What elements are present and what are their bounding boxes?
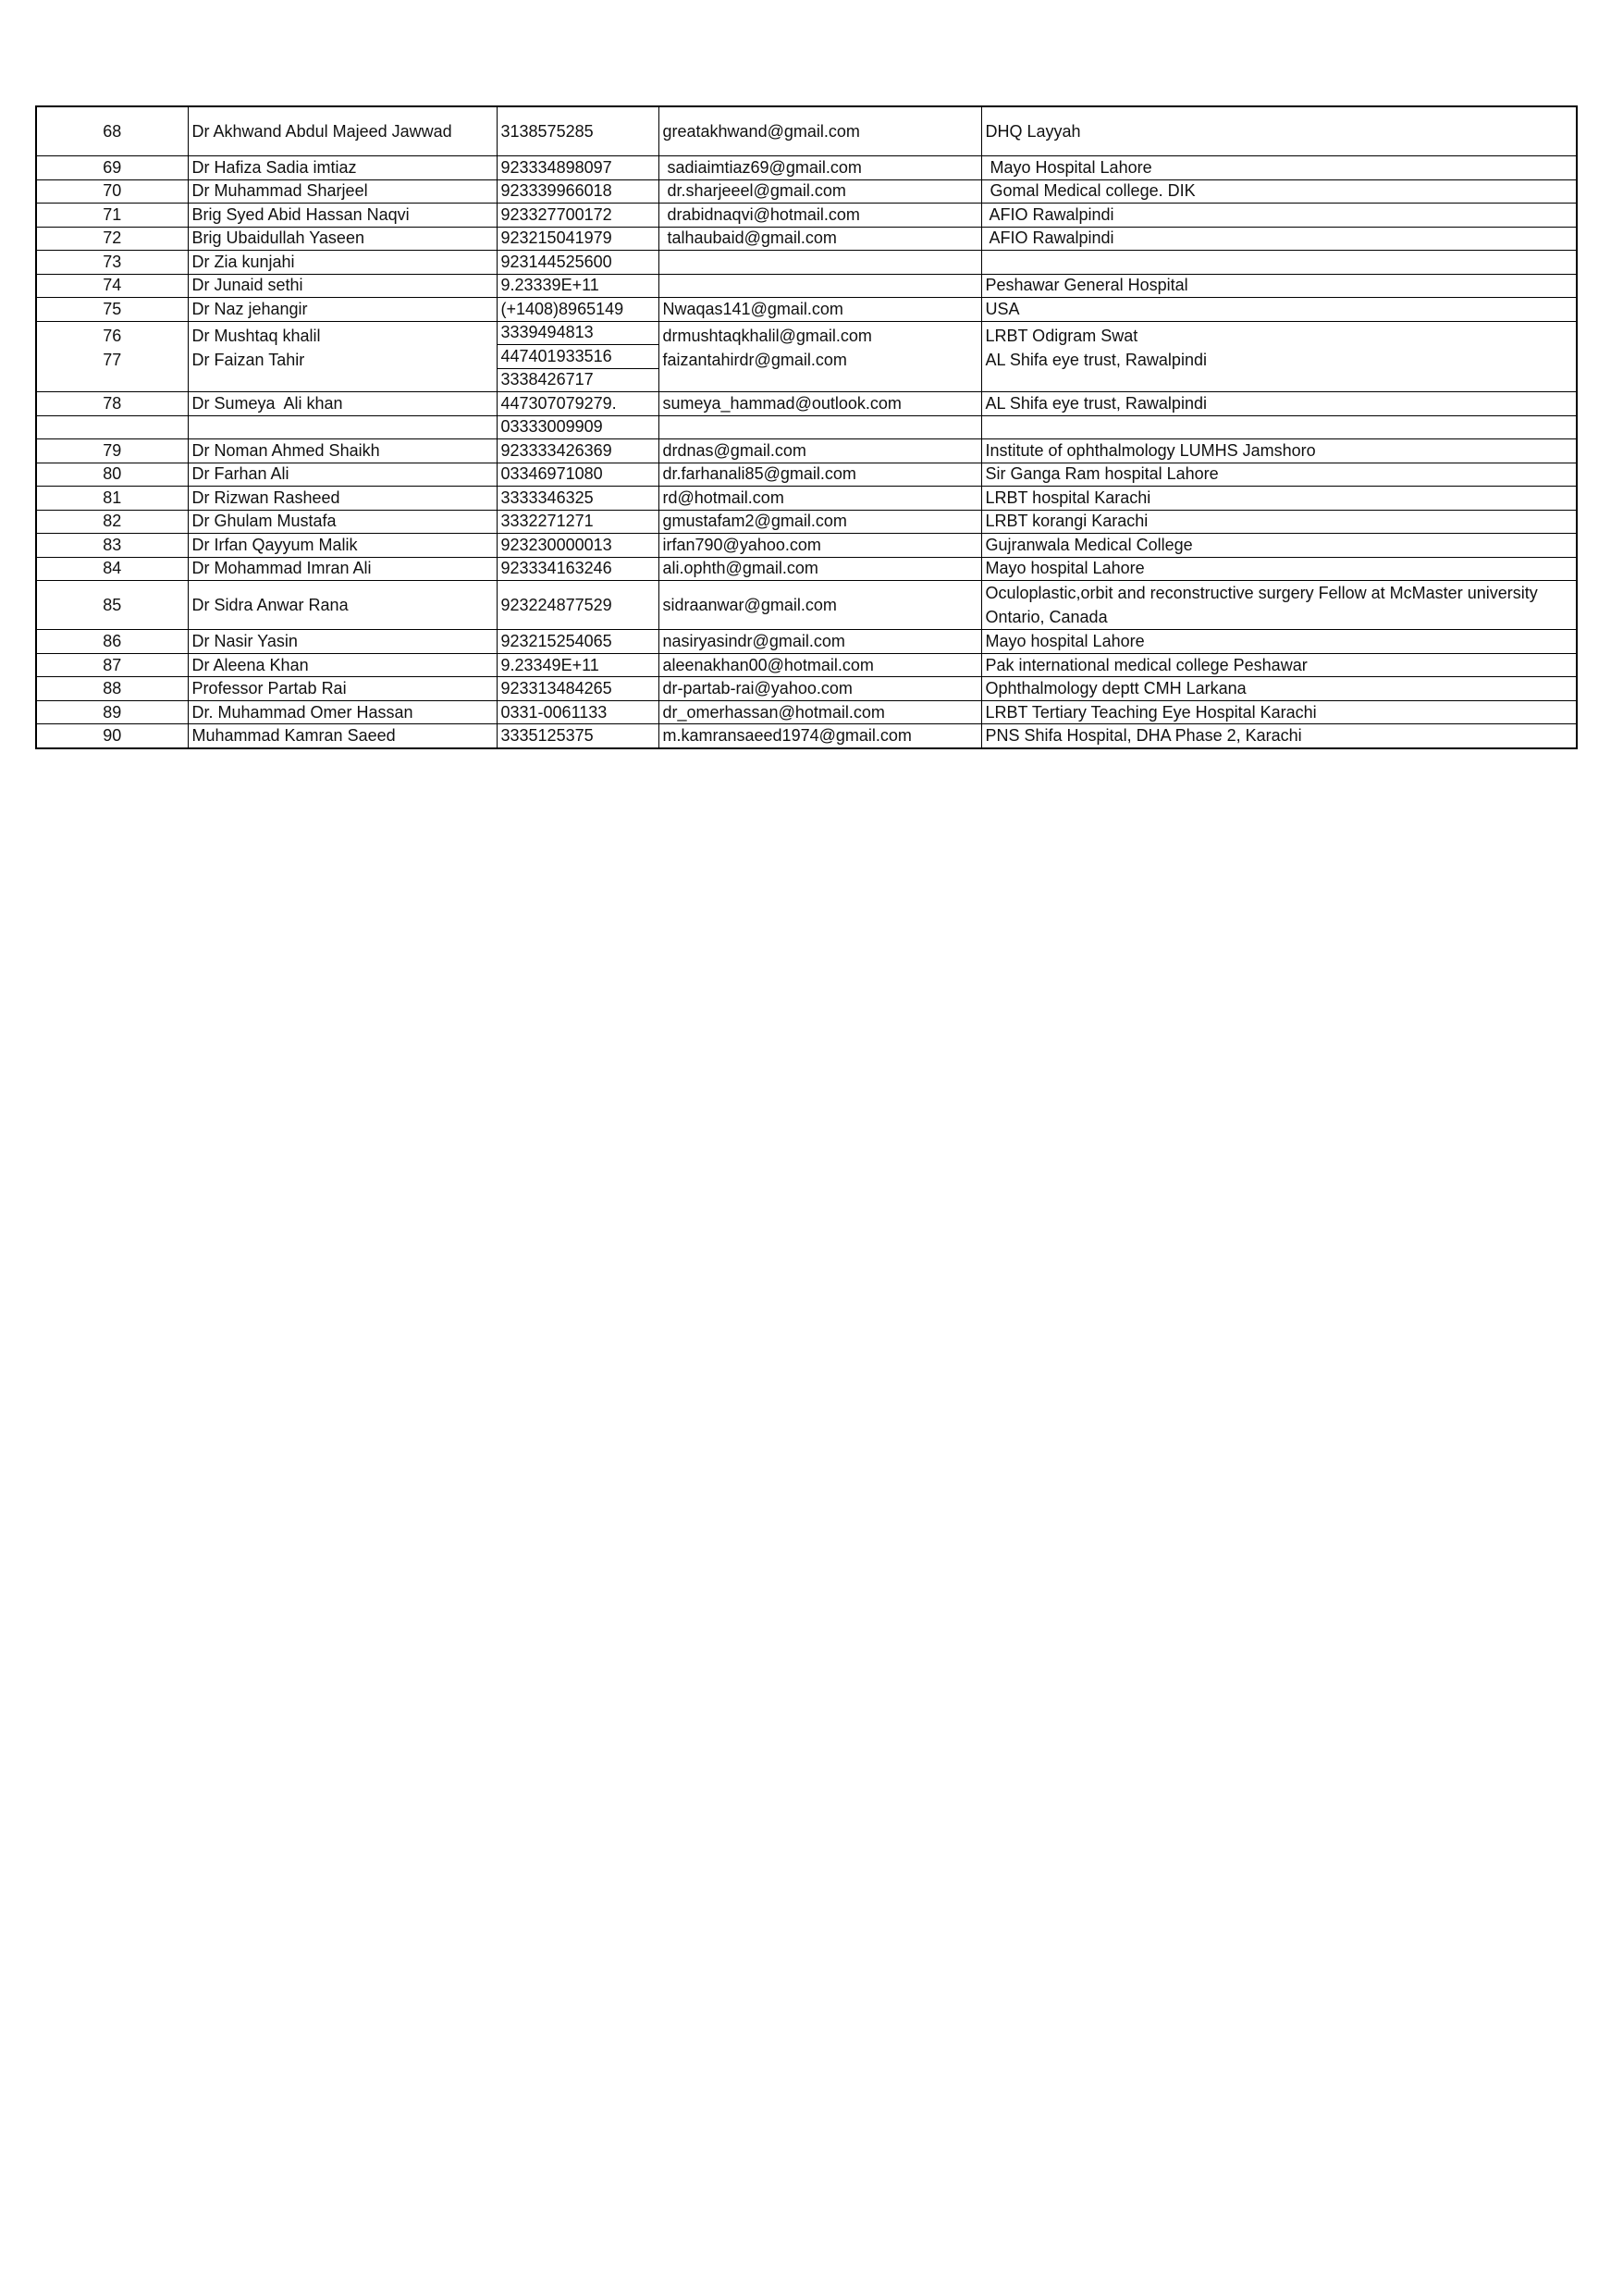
doctor-name: Dr Nasir Yasin: [188, 630, 497, 654]
doctor-name: Dr Naz jehangir: [188, 298, 497, 322]
doctor-name: Dr Hafiza Sadia imtiaz: [188, 156, 497, 180]
table-row: [36, 251, 1577, 275]
email-address: sadiaimtiaz69@gmail.com: [658, 156, 981, 180]
email-address: faizantahirdr@gmail.com: [662, 350, 847, 369]
phone-number: 923334163246: [497, 557, 658, 581]
serial-number: 74: [36, 274, 188, 298]
phone-number: 447401933516: [497, 345, 658, 369]
serial-number-group: [36, 321, 188, 392]
doctor-name: Dr Sumeya Ali khan: [188, 392, 497, 416]
table-row: [36, 724, 1577, 748]
phone-number: 3339494813: [497, 321, 658, 345]
serial-number: 86: [36, 630, 188, 654]
doctor-name: Dr Junaid sethi: [188, 274, 497, 298]
doctor-name: Brig Ubaidullah Yaseen: [188, 227, 497, 251]
table-row: [36, 557, 1577, 581]
email-address: nasiryasindr@gmail.com: [658, 630, 981, 654]
email-address: m.kamransaeed1974@gmail.com: [658, 724, 981, 748]
email-address: dr.farhanali85@gmail.com: [658, 463, 981, 487]
doctor-name: Dr Irfan Qayyum Malik: [188, 534, 497, 558]
institution: AL Shifa eye trust, Rawalpindi: [985, 350, 1207, 369]
email-address: dr-partab-rai@yahoo.com: [658, 677, 981, 701]
doctor-name: Professor Partab Rai: [188, 677, 497, 701]
institution: PNS Shifa Hospital, DHA Phase 2, Karachi: [981, 724, 1577, 748]
serial-number: 90: [36, 724, 188, 748]
phone-number: 923327700172: [497, 204, 658, 228]
table-row: [36, 415, 1577, 439]
institution: AFIO Rawalpindi: [981, 204, 1577, 228]
phone-number: 447307079279.: [497, 392, 658, 416]
serial-number: 78: [36, 392, 188, 416]
institution: LRBT hospital Karachi: [981, 487, 1577, 511]
email-address-group: [658, 321, 981, 392]
phone-number: 923215041979: [497, 227, 658, 251]
institution: [981, 251, 1577, 275]
contact-sheet: [35, 105, 1576, 749]
table-row: [36, 204, 1577, 228]
phone-number: 923230000013: [497, 534, 658, 558]
institution: [981, 415, 1577, 439]
institution-group: [981, 321, 1577, 392]
doctor-name: Brig Syed Abid Hassan Naqvi: [188, 204, 497, 228]
phone-number: 03333009909: [497, 415, 658, 439]
table-row: [36, 298, 1577, 322]
serial-number: 88: [36, 677, 188, 701]
doctor-name: Dr Akhwand Abdul Majeed Jawwad: [188, 106, 497, 156]
doctor-name: Dr Muhammad Sharjeel: [188, 179, 497, 204]
institution: USA: [981, 298, 1577, 322]
institution: AL Shifa eye trust, Rawalpindi: [981, 392, 1577, 416]
doctor-name: Dr Faizan Tahir: [191, 350, 305, 369]
institution: Pak international medical college Peshawar: [981, 653, 1577, 677]
doctor-name: Dr Aleena Khan: [188, 653, 497, 677]
phone-number: 9.23339E+11: [497, 274, 658, 298]
email-address: irfan790@yahoo.com: [658, 534, 981, 558]
table-row: [36, 227, 1577, 251]
doctor-name: Dr Rizwan Rasheed: [188, 487, 497, 511]
table-row: [36, 677, 1577, 701]
institution: Gomal Medical college. DIK: [981, 179, 1577, 204]
phone-number: 923333426369: [497, 439, 658, 463]
table-row: [36, 179, 1577, 204]
table-row: [36, 463, 1577, 487]
serial-number: 87: [36, 653, 188, 677]
serial-number: 82: [36, 510, 188, 534]
serial-number: 73: [36, 251, 188, 275]
table-row: [36, 274, 1577, 298]
institution: Institute of ophthalmology LUMHS Jamshoro: [981, 439, 1577, 463]
phone-number: 03346971080: [497, 463, 658, 487]
institution: LRBT korangi Karachi: [981, 510, 1577, 534]
institution: DHQ Layyah: [981, 106, 1577, 156]
phone-number: 3333346325: [497, 487, 658, 511]
institution: AFIO Rawalpindi: [981, 227, 1577, 251]
serial-number: 77: [103, 350, 122, 369]
institution: Mayo Hospital Lahore: [981, 156, 1577, 180]
email-address: drabidnaqvi@hotmail.com: [658, 204, 981, 228]
email-address: gmustafam2@gmail.com: [658, 510, 981, 534]
email-address: drmushtaqkhalil@gmail.com: [662, 326, 872, 345]
serial-number: 81: [36, 487, 188, 511]
table-row: [36, 510, 1577, 534]
doctor-name: Dr Noman Ahmed Shaikh: [188, 439, 497, 463]
serial-number: 89: [36, 700, 188, 724]
email-address: ali.ophth@gmail.com: [658, 557, 981, 581]
contact-table: [35, 105, 1578, 749]
phone-number: 3335125375: [497, 724, 658, 748]
serial-number: 76: [103, 326, 122, 345]
serial-number: 75: [36, 298, 188, 322]
doctor-name: Dr. Muhammad Omer Hassan: [188, 700, 497, 724]
table-row: [36, 106, 1577, 156]
institution: Oculoplastic,orbit and reconstructive surgery Fellow at McMaster university Ontario, Canada: [981, 581, 1577, 630]
phone-number: 923339966018: [497, 179, 658, 204]
phone-number: 923224877529: [497, 581, 658, 630]
email-address: [658, 415, 981, 439]
doctor-name-group: [188, 321, 497, 392]
email-address: sidraanwar@gmail.com: [658, 581, 981, 630]
serial-number: 84: [36, 557, 188, 581]
table-row: [36, 534, 1577, 558]
institution: Mayo hospital Lahore: [981, 630, 1577, 654]
table-row: [36, 439, 1577, 463]
phone-number: 923144525600: [497, 251, 658, 275]
doctor-name: Dr Mohammad Imran Ali: [188, 557, 497, 581]
institution: Sir Ganga Ram hospital Lahore: [981, 463, 1577, 487]
email-address: dr.sharjeeel@gmail.com: [658, 179, 981, 204]
institution: Ophthalmology deptt CMH Larkana: [981, 677, 1577, 701]
table-row: [36, 581, 1577, 630]
email-address: talhaubaid@gmail.com: [658, 227, 981, 251]
doctor-name: [188, 415, 497, 439]
email-address: rd@hotmail.com: [658, 487, 981, 511]
table-row: [36, 700, 1577, 724]
doctor-name: Muhammad Kamran Saeed: [188, 724, 497, 748]
serial-number: 70: [36, 179, 188, 204]
serial-number: 79: [36, 439, 188, 463]
doctor-name: Dr Mushtaq khalil: [191, 326, 321, 345]
phone-number: 0331-0061133: [497, 700, 658, 724]
serial-number: 80: [36, 463, 188, 487]
serial-number: 72: [36, 227, 188, 251]
institution: LRBT Odigram Swat: [985, 326, 1138, 345]
serial-number: 68: [36, 106, 188, 156]
serial-number: 71: [36, 204, 188, 228]
table-row: [36, 156, 1577, 180]
doctor-name: Dr Zia kunjahi: [188, 251, 497, 275]
doctor-name: Dr Sidra Anwar Rana: [188, 581, 497, 630]
serial-number: 69: [36, 156, 188, 180]
email-address: drdnas@gmail.com: [658, 439, 981, 463]
phone-number: 3338426717: [497, 368, 658, 392]
phone-number: 923334898097: [497, 156, 658, 180]
doctor-name: Dr Farhan Ali: [188, 463, 497, 487]
email-address: greatakhwand@gmail.com: [658, 106, 981, 156]
doctor-name: Dr Ghulam Mustafa: [188, 510, 497, 534]
phone-number: 3332271271: [497, 510, 658, 534]
email-address: aleenakhan00@hotmail.com: [658, 653, 981, 677]
email-address: Nwaqas141@gmail.com: [658, 298, 981, 322]
table-row: [36, 630, 1577, 654]
institution: Mayo hospital Lahore: [981, 557, 1577, 581]
email-address: sumeya_hammad@outlook.com: [658, 392, 981, 416]
serial-number: [36, 415, 188, 439]
serial-number: 83: [36, 534, 188, 558]
email-address: [658, 274, 981, 298]
phone-number: 3138575285: [497, 106, 658, 156]
institution: LRBT Tertiary Teaching Eye Hospital Karachi: [981, 700, 1577, 724]
table-row: [36, 392, 1577, 416]
phone-number: 9.23349E+11: [497, 653, 658, 677]
table-row: [36, 321, 1577, 345]
institution: Gujranwala Medical College: [981, 534, 1577, 558]
institution: Peshawar General Hospital: [981, 274, 1577, 298]
table-row: [36, 487, 1577, 511]
phone-number: 923215254065: [497, 630, 658, 654]
serial-number: 85: [36, 581, 188, 630]
email-address: [658, 251, 981, 275]
table-row: [36, 653, 1577, 677]
phone-number: (+1408)8965149: [497, 298, 658, 322]
email-address: dr_omerhassan@hotmail.com: [658, 700, 981, 724]
phone-number: 923313484265: [497, 677, 658, 701]
